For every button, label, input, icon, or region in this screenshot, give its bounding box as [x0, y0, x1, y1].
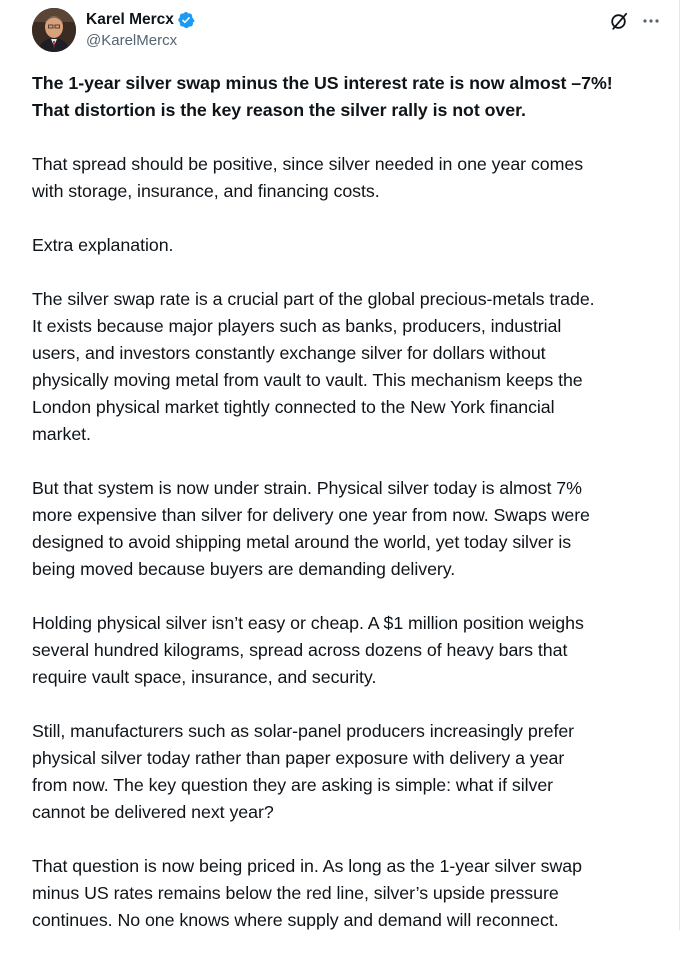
display-name[interactable]: Karel Mercx	[86, 11, 174, 28]
verified-badge-icon[interactable]	[177, 11, 195, 29]
more-icon[interactable]	[641, 11, 661, 31]
tweet-paragraph: The silver swap rate is a crucial part of the global precious-metals trade. It exists because major players such as banks, producers, industrial users, and investors constantly exchange silver for dollars without physically moving metal from vault to vault. This mechanism keeps the London physical market tightly connected to the New York financial market.	[32, 289, 595, 444]
avatar-photo-icon	[32, 8, 76, 52]
tweet-paragraph-headline: The 1-year silver swap minus the US interest rate is now almost –7%! That distortion is the key reason the silver rally is not over.	[32, 73, 613, 120]
tweet-paragraph: Still, manufacturers such as solar-panel producers increasingly prefer physical silver today rather than paper exposure with delivery a year from now. The key question they are asking is simple: what if silver cannot be delivered next year?	[32, 721, 575, 822]
tweet-paragraph: Holding physical silver isn’t easy or cheap. A $1 million position weighs several hundred kilograms, spread across dozens of heavy bars that require vault space, insurance, and security.	[32, 613, 584, 687]
header-actions	[609, 11, 661, 31]
tweet-header	[32, 8, 663, 58]
author-names	[86, 10, 195, 49]
tweet-paragraph: That question is now being priced in. As long as the 1-year silver swap minus US rates remains below the red line, silver’s upside pressure continues. No one knows where supply and demand will reconnect.	[32, 856, 582, 930]
avatar[interactable]	[32, 8, 76, 52]
author-handle[interactable]: @KarelMercx	[86, 32, 178, 49]
tweet-paragraph: Extra explanation.	[32, 235, 174, 255]
grok-icon[interactable]	[609, 11, 629, 31]
tweet-paragraph: But that system is now under strain. Physical silver today is almost 7% more expensive than silver for delivery one year from now. Swaps were designed to avoid shipping metal around the world, yet today silver is being moved because buyers are demanding delivery.	[32, 478, 590, 579]
tweet-text	[32, 70, 664, 961]
tweet-paragraph: That spread should be positive, since silver needed in one year comes with storage, insurance, and financing costs.	[32, 154, 584, 201]
display-name-row	[86, 10, 195, 30]
